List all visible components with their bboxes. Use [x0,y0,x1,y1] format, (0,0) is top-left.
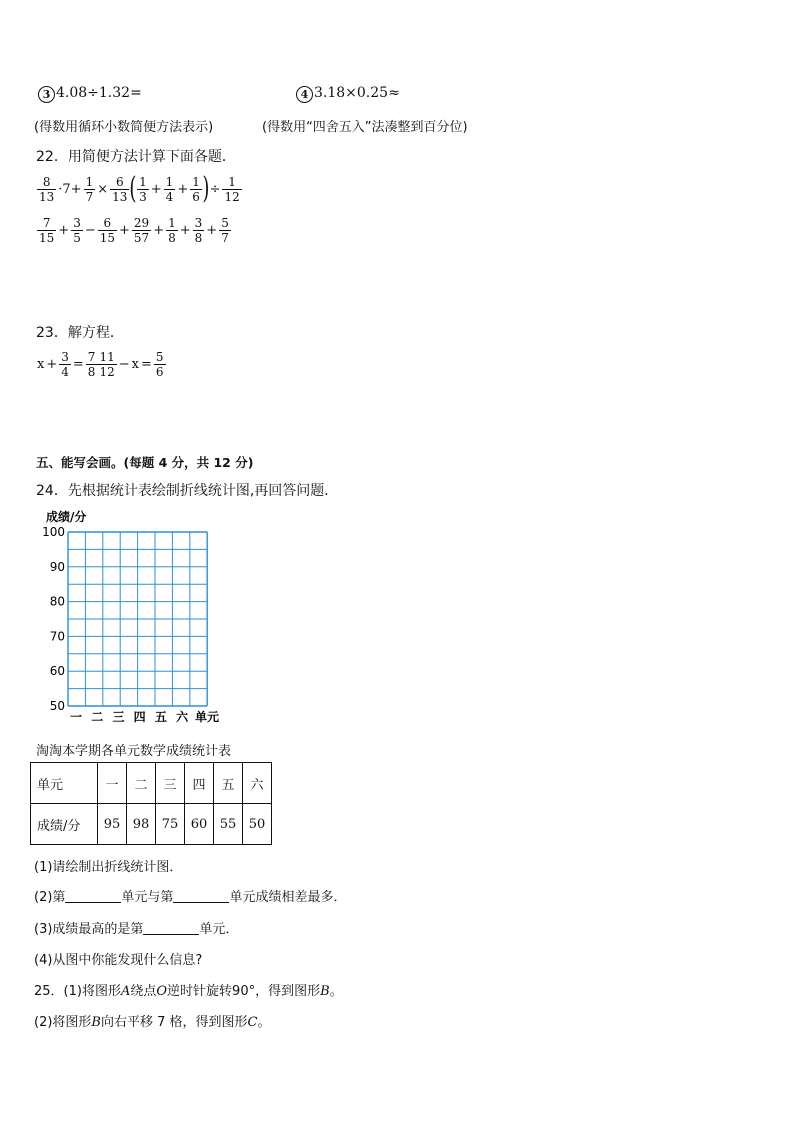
y-tick-label: 80 [49,594,65,609]
fraction: $\frac{6}{13}$ [112,174,128,204]
fraction: $\frac{29}{57}$ [133,216,150,245]
q22-expression-1: $\frac{8}{13}$ ·7+ $\frac{1}{7}$ × $\frac{6}{13}$ ( $\frac{1}{3}$ + $\frac{1}{4}$ + $\frac{1}{6}$ )÷ $\frac{1}{12}$ [39,171,240,206]
answer-blank[interactable] [143,934,199,935]
fraction: $\frac{1}{4}$ [165,174,174,204]
circled-number-3: 3 [38,86,55,103]
q24-sub-2: (2)第 单元与第 单元成绩相差最多． [34,890,347,905]
table-cell-unit: 一 [98,763,127,804]
fraction: $\frac{7}{15}$ [39,216,55,245]
x-tick-label: 三 [112,710,125,724]
answer-blank[interactable] [65,902,121,903]
circled-number-4: 4 [296,86,313,103]
fraction: $\frac{5}{6}$ [155,350,164,379]
q21-item-4 [296,85,400,103]
q24-sub-1: (1)请绘制出折线统计图． [34,860,183,875]
fraction: $\frac{8}{13}$ [39,174,55,204]
right-paren: ) [202,171,210,206]
q23-title: 23．解方程． [36,325,124,341]
x-tick-label: 四 [133,710,146,724]
q21-item-3 [38,85,142,103]
y-tick-label: 60 [49,664,65,679]
y-tick-label: 50 [49,699,65,713]
fraction: $\frac{1}{8}$ [168,216,176,245]
q24-sub-3: (3)成绩最高的是第 单元． [34,922,239,937]
table-cell-unit: 六 [243,763,272,804]
q21-note-left: (得数用循环小数简便方法表示) [34,120,214,135]
table-cell-unit: 三 [156,763,185,804]
table-cell-score: 55 [214,804,243,845]
fraction: $\frac{1}{7}$ [85,174,94,204]
y-tick-label: 100 [42,525,65,539]
fraction: $\frac{3}{4}$ [61,350,69,379]
q25-sub-1: 25．(1)将图形A绕点O逆时针旋转90°，得到图形B。 [34,984,343,999]
q21-item-3-expr: 4.08÷1.32= [56,85,142,101]
q21-item-4-expr: 3.18×0.25≈ [314,85,400,101]
fraction: $\frac{1}{6}$ [192,174,200,204]
table-header-unit: 单元 [31,763,98,804]
x-tick-label: 一 [69,710,83,724]
table-cell-score: 98 [127,804,156,845]
table-cell-score: 50 [243,804,272,845]
table-header-score: 成绩/分 [31,804,98,845]
x-tick-label: 六 [176,710,189,724]
q25-sub-2: (2)将图形B向右平移 7 格，得到图形C。 [34,1015,271,1030]
left-paren: ( [129,171,137,206]
q24-title: 24．先根据统计表绘制折线统计图,再回答问题． [36,483,339,499]
fraction: $\frac{11}{12}$ [99,350,115,379]
fraction: $\frac{6}{15}$ [99,216,116,245]
q24-sub-4: (4)从图中你能发现什么信息? [34,953,203,968]
q23-equations: x + $\frac{3}{4}$ = $\frac{7}{8}$ $\frac{11}{12}$ − x = $\frac{5}{6}$ [37,350,164,379]
y-tick-label: 70 [49,629,65,644]
q21-note-right: (得数用“四舍五入”法凑整到百分位) [262,120,468,135]
fraction: $\frac{1}{3}$ [139,174,147,204]
table-cell-unit: 二 [127,763,156,804]
x-tick-label: 二 [91,710,104,724]
y-tick-label: 90 [49,559,65,574]
fraction: $\frac{3}{5}$ [73,216,81,245]
chart-y-axis-label: 成绩/分 [46,510,87,524]
table-cell-unit: 五 [214,763,243,804]
line-chart-grid [30,505,230,730]
answer-blank[interactable] [173,902,229,903]
fraction: $\frac{5}{7}$ [221,216,229,245]
table-row-scores [31,804,272,845]
q22-expression-2: $\frac{7}{15}$ + $\frac{3}{5}$ − $\frac{6}{15}$ + $\frac{29}{57}$ + $\frac{1}{8}$ + $\frac{3}{8}$ + $\frac{5}{7}$ [39,216,229,245]
table-row-units [31,763,272,804]
chart-x-axis-label: 单元 [195,710,220,724]
fraction: $\frac{3}{8}$ [194,216,203,245]
fraction: $\frac{1}{12}$ [224,174,240,204]
table-cell-score: 95 [98,804,127,845]
fraction: $\frac{7}{8}$ [87,350,96,379]
score-table [30,762,272,845]
x-tick-label: 五 [154,710,167,724]
section-heading-5: 五、能写会画。(每题 4 分，共 12 分) [36,455,254,470]
table-cell-unit: 四 [185,763,214,804]
table-title: 淘淘本学期各单元数学成绩统计表 [36,744,232,759]
q22-title: 22．用简便方法计算下面各题． [36,149,236,165]
table-cell-score: 60 [185,804,214,845]
table-cell-score: 75 [156,804,185,845]
